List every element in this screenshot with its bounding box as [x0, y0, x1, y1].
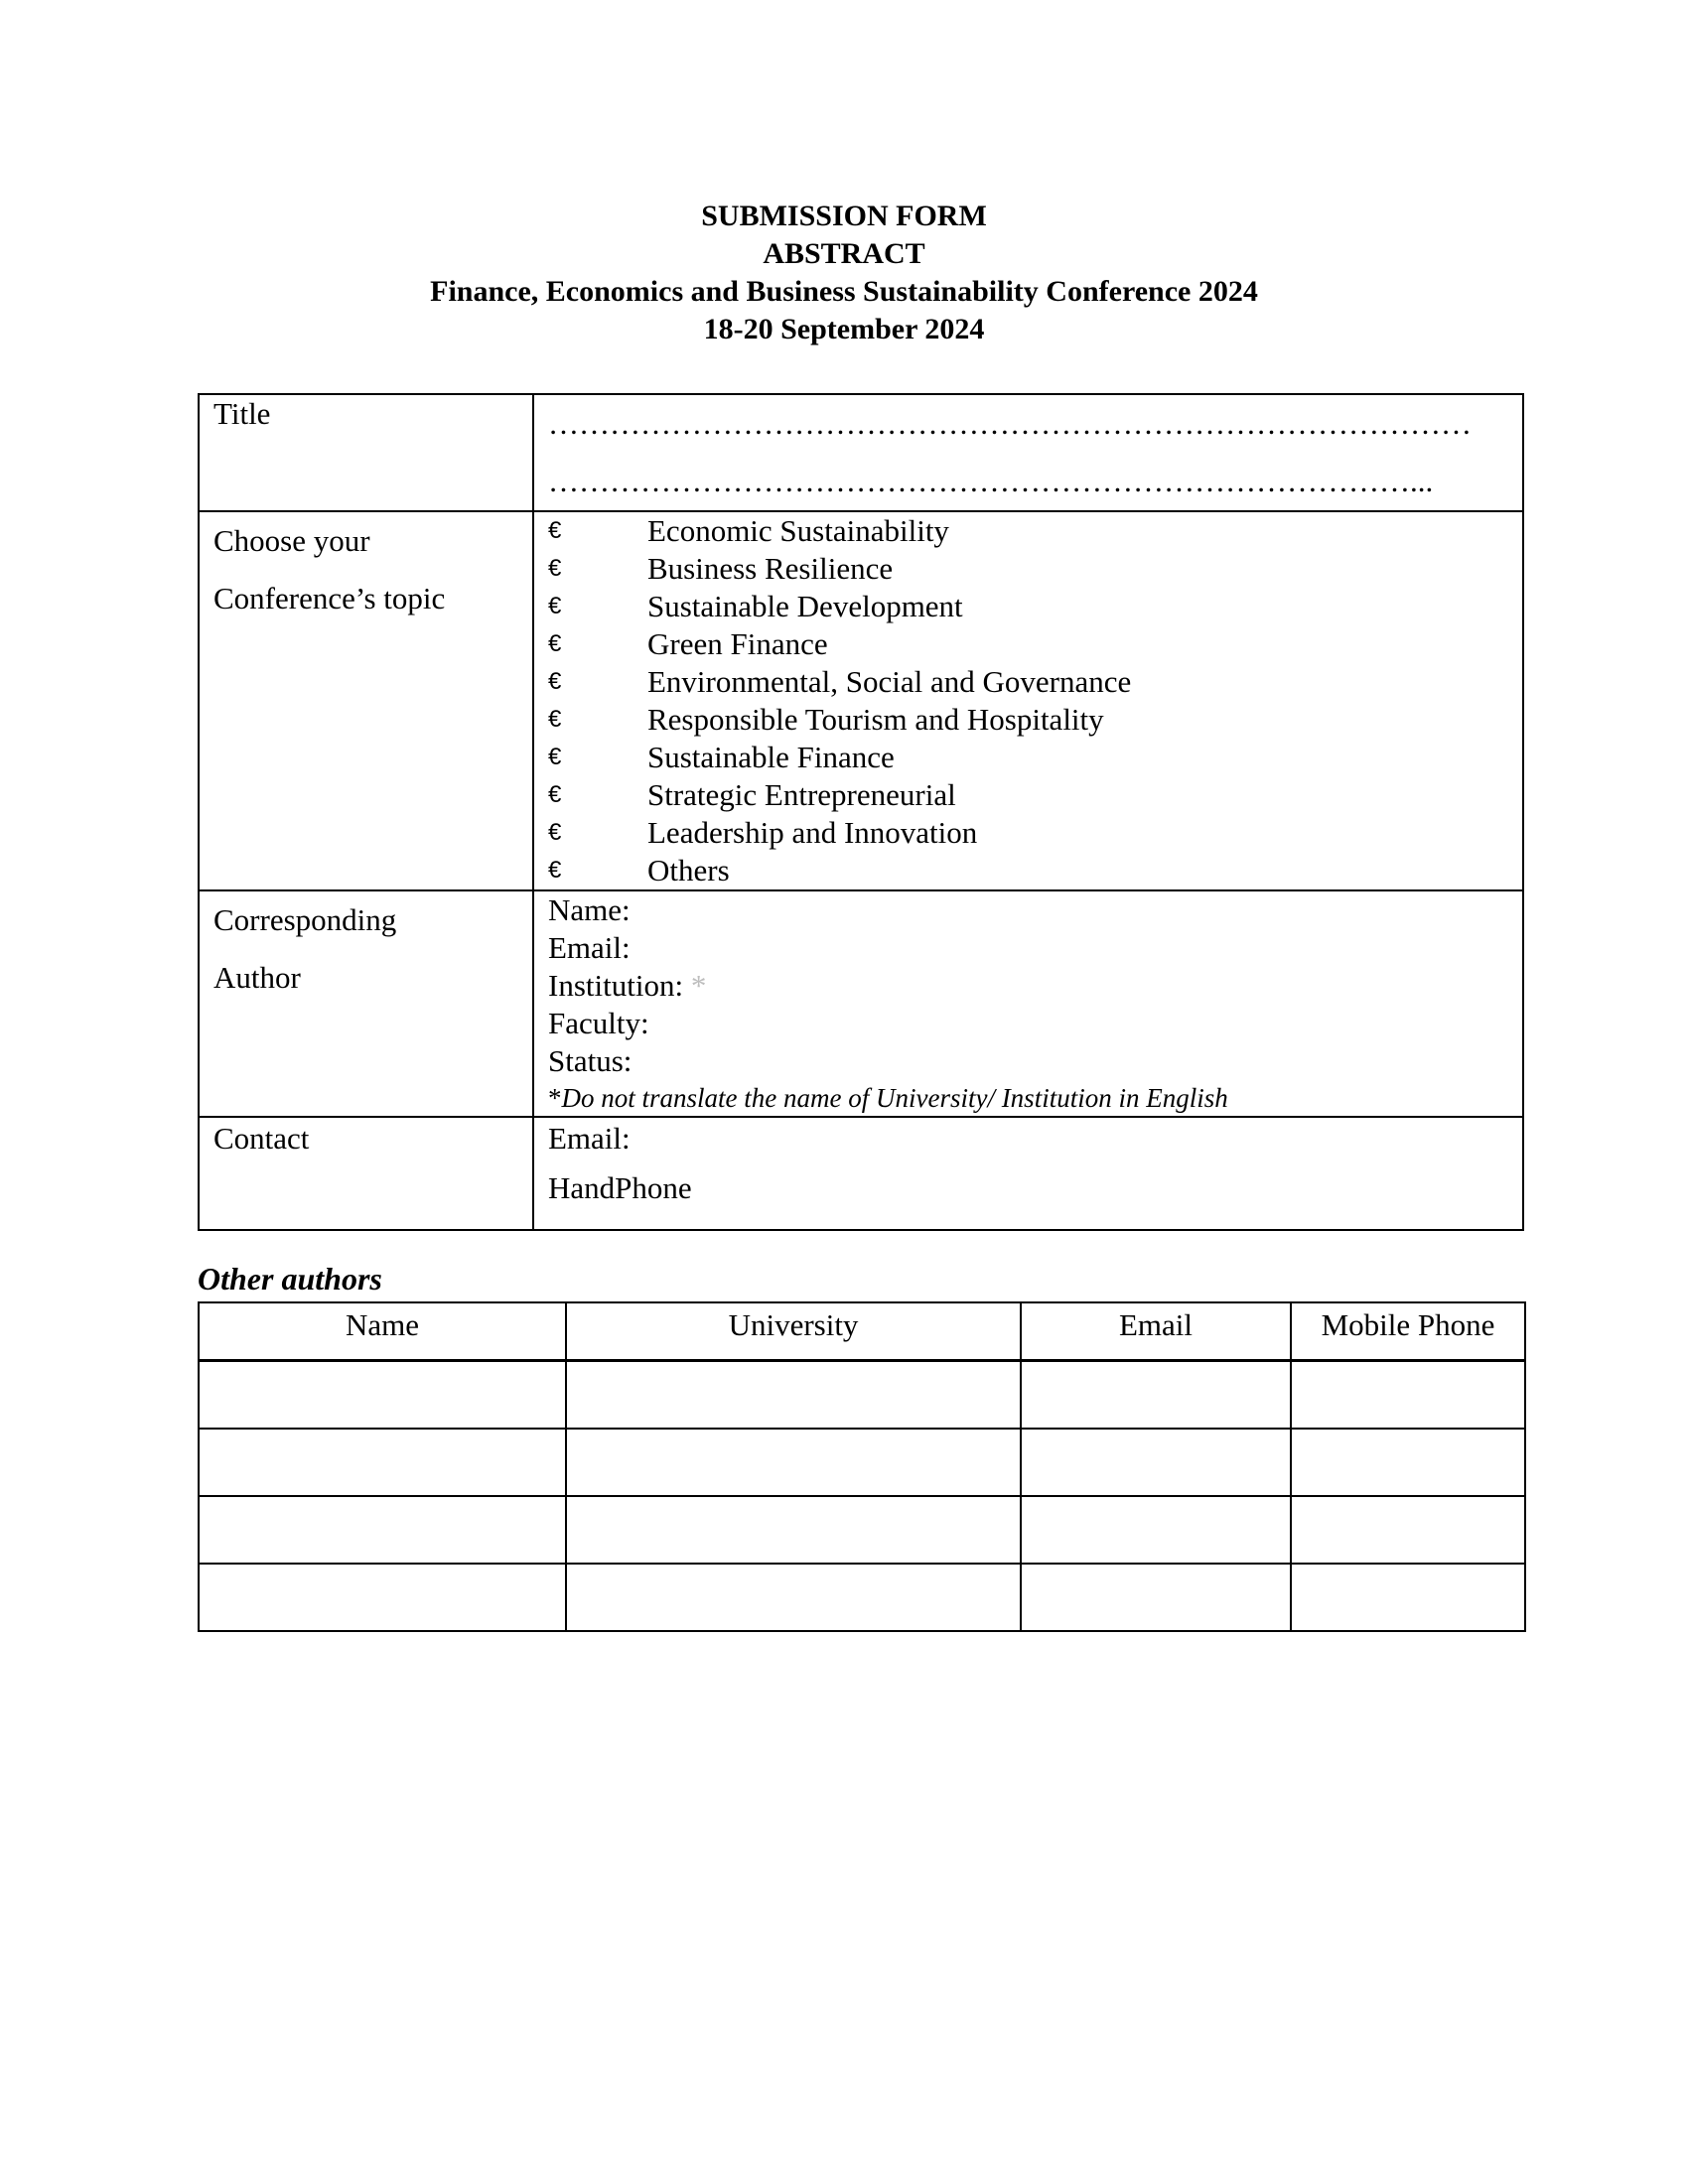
authors-header-row — [199, 1302, 1525, 1361]
topic-option[interactable] — [548, 739, 1522, 776]
topic-option-label: Responsible Tourism and Hospitality — [647, 702, 1104, 737]
author-phone-cell[interactable] — [1291, 1496, 1525, 1564]
contact-row — [199, 1117, 1523, 1230]
submission-table — [198, 393, 1524, 1231]
conference-name: Finance, Economics and Business Sustainability Conference 2024 — [430, 275, 1258, 308]
contact-label: Contact — [213, 1121, 310, 1156]
other-authors-table — [198, 1301, 1526, 1632]
topic-checklist — [548, 512, 1522, 889]
author-email-cell[interactable] — [1021, 1496, 1291, 1564]
note-asterisk: * — [548, 1083, 562, 1113]
table-row — [199, 1564, 1525, 1631]
author-name-cell[interactable] — [199, 1429, 566, 1496]
form-header — [0, 198, 1688, 348]
topic-label-line-2: Conference’s topic — [213, 581, 446, 615]
euro-checkbox-icon[interactable]: € — [548, 668, 562, 695]
table-row — [199, 1429, 1525, 1496]
institution-label: Institution: — [548, 968, 684, 1003]
euro-checkbox-icon[interactable]: € — [548, 517, 562, 544]
institution-asterisk: * — [690, 968, 707, 1003]
topic-option[interactable] — [548, 814, 1522, 852]
note-text: Do not translate the name of University/ Institution in English — [561, 1083, 1228, 1113]
conference-dates: 18-20 September 2024 — [703, 313, 985, 345]
euro-checkbox-icon[interactable]: € — [548, 819, 562, 846]
contact-fields-cell — [533, 1117, 1523, 1230]
topic-option[interactable] — [548, 550, 1522, 588]
euro-checkbox-icon[interactable]: € — [548, 857, 562, 884]
title-label: Title — [213, 396, 271, 431]
author-university-cell[interactable] — [566, 1564, 1021, 1631]
title-input-cell[interactable] — [533, 394, 1523, 511]
topic-option-label: Sustainable Development — [647, 589, 963, 623]
title-row — [199, 394, 1523, 511]
topic-option[interactable] — [548, 701, 1522, 739]
title-dotted-line-2[interactable]: …………………………………………………………………………... — [548, 464, 1434, 498]
author-university-cell[interactable] — [566, 1496, 1021, 1564]
author-phone-cell[interactable] — [1291, 1361, 1525, 1430]
contact-label-cell — [199, 1117, 533, 1230]
column-header-university: University — [566, 1302, 1021, 1361]
euro-checkbox-icon[interactable]: € — [548, 593, 562, 619]
topic-option[interactable] — [548, 588, 1522, 625]
topic-option[interactable] — [548, 512, 1522, 550]
author-label-line-1: Corresponding — [213, 902, 397, 937]
author-label-cell — [199, 890, 533, 1117]
author-faculty-field[interactable]: Faculty: — [548, 1006, 649, 1040]
other-authors-heading: Other authors — [198, 1261, 382, 1297]
author-university-cell[interactable] — [566, 1361, 1021, 1430]
form-title: SUBMISSION FORM — [701, 200, 987, 232]
topic-option[interactable] — [548, 776, 1522, 814]
form-subtitle: ABSTRACT — [763, 237, 925, 270]
topic-label-cell — [199, 511, 533, 890]
author-phone-cell[interactable] — [1291, 1564, 1525, 1631]
column-header-name: Name — [199, 1302, 566, 1361]
topic-label-line-1: Choose your — [213, 523, 370, 558]
euro-checkbox-icon[interactable]: € — [548, 630, 562, 657]
author-email-cell[interactable] — [1021, 1429, 1291, 1496]
contact-phone-field[interactable]: HandPhone — [548, 1170, 692, 1205]
topic-option-label: Sustainable Finance — [647, 740, 895, 774]
contact-email-field[interactable]: Email: — [548, 1121, 631, 1156]
table-row — [199, 1361, 1525, 1430]
author-email-cell[interactable] — [1021, 1361, 1291, 1430]
author-phone-cell[interactable] — [1291, 1429, 1525, 1496]
title-label-cell — [199, 394, 533, 511]
topic-option-label: Economic Sustainability — [647, 513, 949, 548]
column-header-email: Email — [1021, 1302, 1291, 1361]
author-fields-cell — [533, 890, 1523, 1117]
author-name-cell[interactable] — [199, 1564, 566, 1631]
topic-option[interactable] — [548, 852, 1522, 889]
author-university-cell[interactable] — [566, 1429, 1021, 1496]
euro-checkbox-icon[interactable]: € — [548, 781, 562, 808]
topic-option[interactable] — [548, 625, 1522, 663]
topic-option-label: Green Finance — [647, 626, 828, 661]
topic-options-cell — [533, 511, 1523, 890]
topic-row — [199, 511, 1523, 890]
topic-option-label: Strategic Entrepreneurial — [647, 777, 956, 812]
title-dotted-line-1[interactable]: ……………………………………………………………………………… — [548, 406, 1472, 441]
euro-checkbox-icon[interactable]: € — [548, 744, 562, 770]
author-name-cell[interactable] — [199, 1361, 566, 1430]
author-status-field[interactable]: Status: — [548, 1043, 633, 1078]
author-institution-field[interactable] — [548, 967, 1522, 1005]
table-row — [199, 1496, 1525, 1564]
topic-option-label: Business Resilience — [647, 551, 894, 586]
author-email-field[interactable]: Email: — [548, 930, 631, 965]
author-name-cell[interactable] — [199, 1496, 566, 1564]
topic-option-label: Environmental, Social and Governance — [647, 664, 1132, 699]
column-header-mobile-phone: Mobile Phone — [1291, 1302, 1525, 1361]
corresponding-author-row — [199, 890, 1523, 1117]
institution-note — [548, 1080, 1522, 1116]
euro-checkbox-icon[interactable]: € — [548, 706, 562, 733]
author-label-line-2: Author — [213, 960, 301, 995]
topic-option[interactable] — [548, 663, 1522, 701]
topic-option-label: Others — [647, 853, 730, 887]
euro-checkbox-icon[interactable]: € — [548, 555, 562, 582]
author-email-cell[interactable] — [1021, 1564, 1291, 1631]
author-name-field[interactable]: Name: — [548, 892, 631, 927]
topic-option-label: Leadership and Innovation — [647, 815, 978, 850]
